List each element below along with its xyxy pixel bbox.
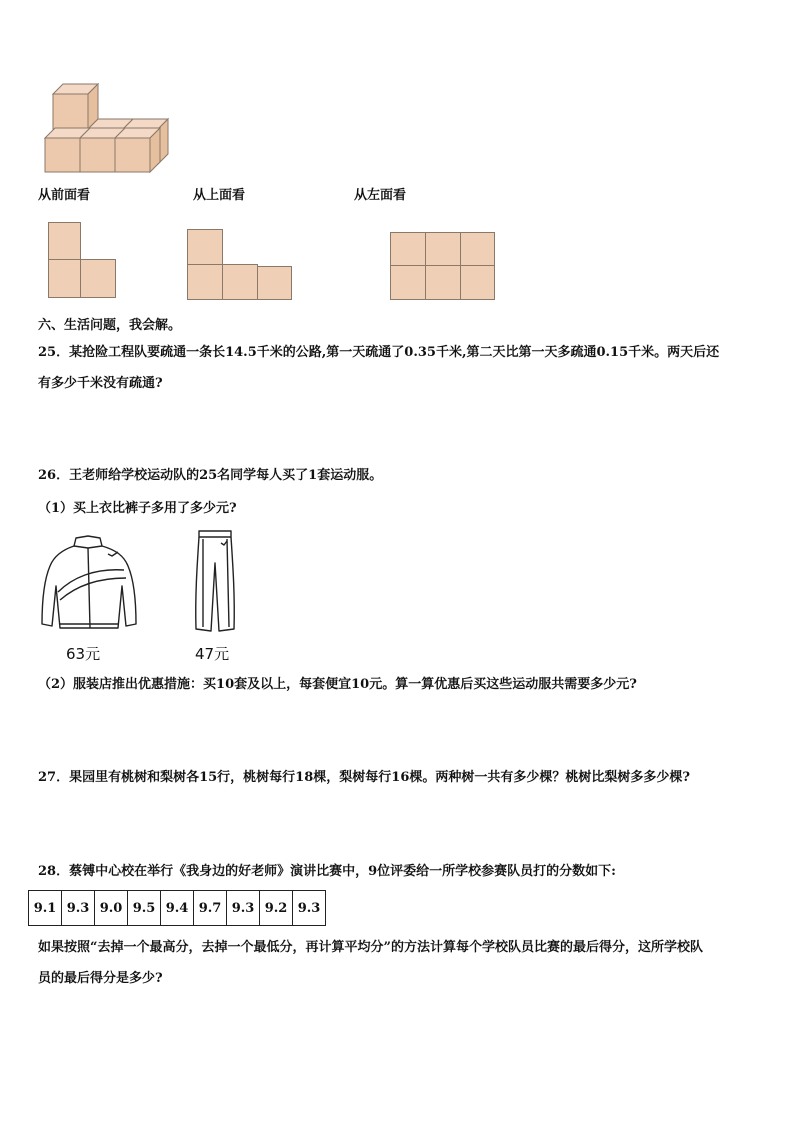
score-cell: 9.0 [95,891,128,926]
score-cell: 9.3 [227,891,260,926]
question-26-stem: 26．王老师给学校运动队的25名同学每人买了1套运动服。 [38,468,383,483]
pants-price: 47元 [195,645,230,663]
question-25-line2: 有多少千米没有疏通? [38,376,163,391]
jacket-price: 63元 [66,645,101,663]
question-26-part2: （2）服装店推出优惠措施：买10套及以上，每套便宜10元。算一算优惠后买这些运动服共需要多少元? [38,677,637,692]
score-cell: 9.3 [62,891,95,926]
score-cell: 9.3 [293,891,326,926]
score-cell: 9.1 [29,891,62,926]
top-view-diagram [187,229,293,301]
question-27: 27．果园里有桃树和梨树各15行，桃树每行18棵，梨树每行16棵。两种树一共有多少棵？桃树比梨树多多少棵? [38,770,690,785]
view-label-top: 从上面看 [193,188,246,203]
view-label-left: 从左面看 [354,188,407,203]
score-cell: 9.4 [161,891,194,926]
score-row [29,891,326,926]
jacket-image [38,532,138,634]
question-25-line1: 25．某抢险工程队要疏通一条长14.5千米的公路,第一天疏通了0.35千米,第二天比第一天多疏通0.15千米。两天后还 [38,345,720,360]
question-28-line2: 员的最后得分是多少? [38,971,163,986]
question-26-part1: （1）买上衣比裤子多用了多少元? [38,501,237,516]
view-label-front: 从前面看 [38,188,91,203]
score-cell: 9.7 [194,891,227,926]
score-cell: 9.2 [260,891,293,926]
question-28-stem: 28．蔡镈中心校在举行《我身边的好老师》演讲比赛中，9位评委给一所学校参赛队员打的分数如下: [38,864,616,879]
score-cell: 9.5 [128,891,161,926]
cube-stack-figure [40,82,175,174]
section-title: 六、生活问题，我会解。 [38,318,182,333]
left-view-diagram [390,232,496,301]
front-view-diagram [48,222,118,299]
question-28-line1: 如果按照“去掉一个最高分，去掉一个最低分，再计算平均分”的方法计算每个学校队员比赛的最后得分，这所学校队 [38,940,703,955]
score-table [28,890,326,926]
pants-image [193,527,238,635]
